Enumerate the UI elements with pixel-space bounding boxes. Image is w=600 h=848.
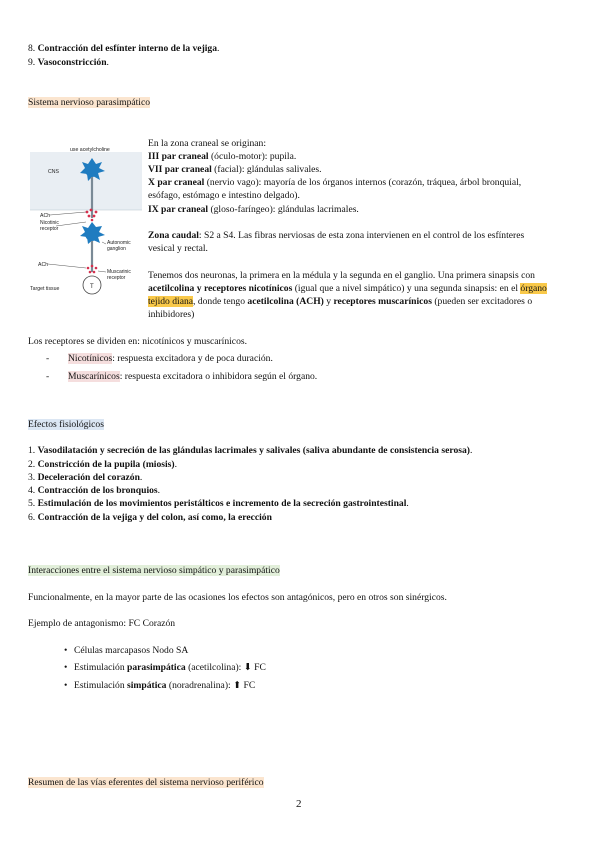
- label-receptor-2: receptor: [107, 275, 126, 281]
- label-t: T: [90, 284, 94, 290]
- list-item-9: 9. Vasoconstricción.: [28, 57, 109, 68]
- label-target-tissue: Target tissue: [30, 286, 60, 292]
- neuron-diagram-figure: [30, 140, 142, 300]
- section-heading-interactions: Interacciones entre el sistema nervioso simpático y parasimpático: [28, 565, 280, 576]
- label-ach-lower: ACh: [38, 262, 49, 268]
- page-number: 2: [296, 798, 302, 810]
- effect-item: 3. Deceleración del corazón.: [28, 472, 143, 483]
- receptor-item-muscarinic: - Muscarínicos: respuesta excitadora o inhibidora según el órgano.: [46, 371, 318, 382]
- label-receptor-1: receptor: [40, 226, 59, 232]
- label-autonomic: Autonomic: [107, 240, 131, 246]
- effect-item: 4. Contracción de los bronquios.: [28, 485, 161, 496]
- receptor-item-nicotinic: - Nicotínicos: respuesta excitadora y de poca duración.: [46, 353, 273, 364]
- receptors-intro: Los receptores se dividen en: nicotínicos y muscarínicos.: [28, 336, 247, 347]
- cranial-intro: En la zona craneal se originan:: [148, 138, 267, 149]
- bullet-item: • Estimulación parasimpática (acetilcolina): ⬇ FC: [64, 662, 266, 673]
- cranial-item: VII par craneal (facial): glándulas salivales.: [148, 164, 322, 175]
- label-muscarinic: Muscarinic: [107, 269, 131, 275]
- cranial-item: X par craneal (nervio vago): mayoría de los órganos internos (corazón, tráquea, árbol bronquial,: [148, 177, 522, 188]
- caudal-line-2: vesical y rectal.: [148, 243, 208, 254]
- interactions-paragraph: Funcionalmente, en la mayor parte de las ocasiones los efectos son antagónicos, pero en otros son sinérgicos.: [28, 592, 447, 603]
- antagonism-example: Ejemplo de antagonismo: FC Corazón: [28, 618, 176, 629]
- neuron-diagram: [30, 140, 142, 300]
- cranial-item: IX par craneal (gloso-faríngeo): glándulas lacrimales.: [148, 204, 359, 215]
- effect-item: 1. Vasodilatación y secreción de las glándulas lacrimales y salivales (saliva abundante de consistencia serosa).: [28, 445, 473, 456]
- label-cns: CNS: [48, 169, 59, 175]
- section-heading-parasympathetic: Sistema nervioso parasimpático: [28, 97, 151, 108]
- postganglionic-neuron: [80, 222, 105, 272]
- list-item-8: 8. Contracción del esfínter interno de la vejiga.: [28, 43, 220, 54]
- label-ach-upper: ACh: [40, 213, 51, 219]
- cns-region: [30, 152, 142, 210]
- neurons-line-3: tejido diana, donde tengo acetilcolina (ACH) y receptores muscarínicos (pueden ser excitadores o: [148, 296, 533, 307]
- cranial-item: III par craneal (óculo-motor): pupila.: [148, 151, 297, 162]
- label-use-acetylcholine: use acetylcholine: [70, 147, 110, 153]
- effect-item: 6. Contracción de la vejiga y del colon, así como, la erección: [28, 512, 272, 523]
- neurons-line-1: Tenemos dos neuronas, la primera en la médula y la segunda en el ganglio. Una primera sinapsis con: [148, 270, 535, 281]
- neurons-line-4: inhibidores): [148, 309, 195, 320]
- section-heading-effects: Efectos fisiológicos: [28, 419, 104, 430]
- caudal-line-1: Zona caudal: S2 a S4. Las fibras nerviosas de esta zona intervienen en el control de los esfínteres: [148, 230, 525, 241]
- effect-item: 5. Estimulación de los movimientos peristálticos e incremento de la secreción gastrointestinal.: [28, 498, 409, 509]
- effect-item: 2. Constricción de la pupila (miosis).: [28, 459, 178, 470]
- label-nicotinic: Nicotinic: [40, 220, 59, 226]
- bullet-item: • Células marcapasos Nodo SA: [64, 645, 189, 656]
- cranial-item-continued: esófago, estómago e intestino delgado).: [148, 190, 300, 201]
- bullet-item: • Estimulación simpática (noradrenalina): ⬆ FC: [64, 680, 256, 691]
- neurons-line-2: acetilcolina y receptores nicotínicos (igual que a nivel simpático) y una segunda sinapsis: en el órgano: [148, 283, 547, 294]
- label-ganglion: ganglion: [107, 246, 126, 252]
- section-heading-summary: Resumen de las vías eferentes del sistema nervioso periférico: [28, 777, 264, 788]
